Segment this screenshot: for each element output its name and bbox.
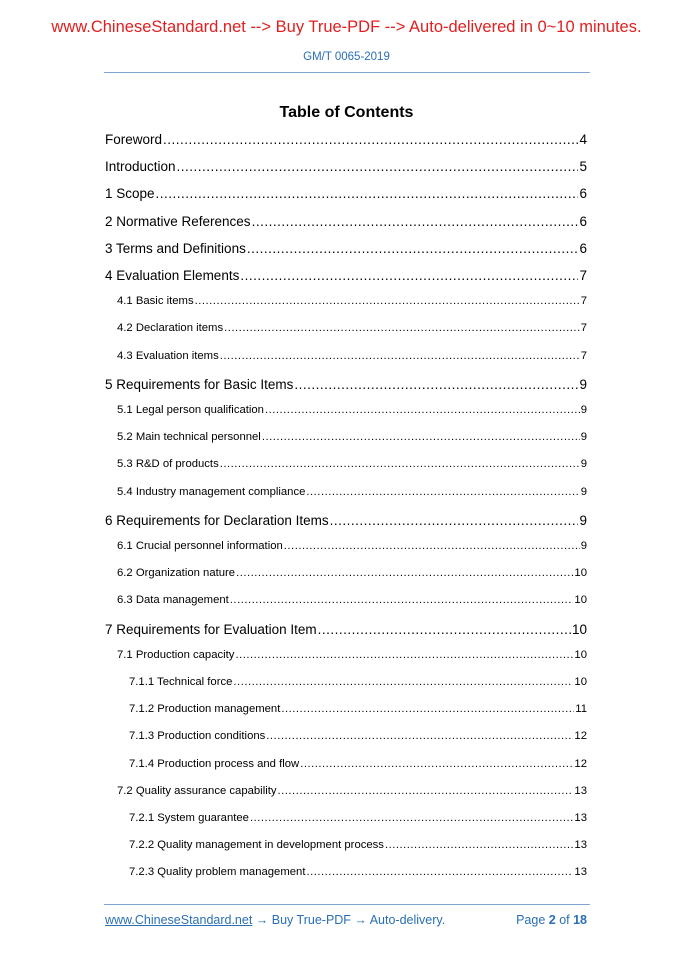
toc-leader-dots xyxy=(250,812,573,824)
toc-entry[interactable] xyxy=(105,159,587,174)
footer-divider xyxy=(104,904,590,905)
toc-entry-page: 7 xyxy=(580,295,587,308)
toc-entry[interactable] xyxy=(129,866,587,878)
toc-entry-page: 9 xyxy=(580,485,587,498)
toc-entry-page: 9 xyxy=(579,512,587,528)
toc-entry-page: 13 xyxy=(574,784,587,797)
toc-entry-label: 6 Requirements for Declaration Items xyxy=(105,512,329,528)
toc-entry-label: 5.3 R&D of products xyxy=(117,458,219,471)
toc-entry-page: 10 xyxy=(574,676,587,688)
toc-leader-dots xyxy=(306,486,579,498)
toc-leader-dots xyxy=(247,241,579,256)
toc-entry[interactable] xyxy=(105,186,587,201)
footer-text: → Buy True-PDF → Auto-delivery. xyxy=(252,913,446,927)
page-indicator xyxy=(516,913,587,927)
toc-entry-page: 11 xyxy=(575,703,587,716)
toc-leader-dots xyxy=(278,785,574,797)
toc-leader-dots xyxy=(224,322,580,334)
toc-entry-label: 5.4 Industry management compliance xyxy=(117,485,306,498)
toc-leader-dots xyxy=(220,458,580,470)
toc-entry-page: 7 xyxy=(580,349,587,362)
toc-entry[interactable] xyxy=(117,594,587,606)
toc-entry-label: 7.2.2 Quality management in development process xyxy=(129,839,384,852)
toc-entry-label: 7.2.1 System guarantee xyxy=(129,812,249,824)
toc-title: Table of Contents xyxy=(279,104,414,121)
toc-entry-page: 13 xyxy=(574,866,587,879)
toc-leader-dots xyxy=(252,214,579,229)
toc-leader-dots xyxy=(330,513,579,528)
toc-entry[interactable] xyxy=(129,676,587,688)
standard-number: GM/T 0065-2019 xyxy=(303,51,390,63)
toc-entry-label: 5.2 Main technical personnel xyxy=(117,431,261,444)
toc-entry-label: 5.1 Legal person qualification xyxy=(117,404,264,416)
page-footer xyxy=(105,913,587,927)
toc-leader-dots xyxy=(236,567,573,579)
toc-entry-label: 7.2.3 Quality problem management xyxy=(129,866,306,879)
toc-leader-dots xyxy=(281,703,574,715)
toc-entry-page: 6 xyxy=(579,186,587,202)
toc-entry[interactable] xyxy=(117,431,587,443)
toc-entry-page: 9 xyxy=(580,404,587,416)
toc-entry[interactable] xyxy=(129,730,587,742)
toc-entry-label: 7.1.1 Technical force xyxy=(129,676,233,688)
toc-entry-page: 7 xyxy=(579,268,587,283)
toc-entry-label: 7 Requirements for Evaluation Item xyxy=(105,621,317,637)
toc-leader-dots xyxy=(163,132,578,147)
toc-entry-label: 3 Terms and Definitions xyxy=(105,240,246,256)
toc-leader-dots xyxy=(318,622,571,637)
toc-entry[interactable] xyxy=(117,540,587,552)
toc-entry[interactable] xyxy=(129,758,587,770)
toc-entry[interactable] xyxy=(117,649,587,661)
toc-entry-label: 7.1.4 Production process and flow xyxy=(129,757,300,770)
toc-entry-label: 6.1 Crucial personnel information xyxy=(117,540,283,552)
toc-entry-label: 7.2 Quality assurance capability xyxy=(117,784,277,797)
footer-site-link[interactable]: www.ChineseStandard.net xyxy=(105,913,253,927)
page-current: 2 xyxy=(548,913,556,927)
toc-leader-dots xyxy=(306,866,573,878)
toc-entry[interactable] xyxy=(117,486,587,498)
toc-entry-label: 4 Evaluation Elements xyxy=(105,268,240,283)
toc-entry[interactable] xyxy=(105,622,587,637)
toc-leader-dots xyxy=(385,839,573,851)
toc-entry[interactable] xyxy=(105,241,587,256)
toc-entry-page: 10 xyxy=(574,567,587,580)
toc-leader-dots xyxy=(240,268,578,283)
toc-leader-dots xyxy=(195,295,580,307)
header-divider xyxy=(104,72,590,73)
page-of: of xyxy=(555,913,574,927)
toc-entry-label: Introduction xyxy=(105,159,176,175)
toc-entry-page: 6 xyxy=(579,213,587,229)
toc-entry-page: 9 xyxy=(579,376,587,392)
toc-entry-page: 12 xyxy=(574,757,587,770)
toc-entry-label: Foreword xyxy=(105,132,163,147)
toc-entry-label: 7.1.2 Production management xyxy=(129,703,281,716)
toc-entry-page: 6 xyxy=(579,240,587,256)
toc-entry-page: 10 xyxy=(574,594,587,607)
toc-entry[interactable] xyxy=(105,214,587,229)
page-total: 18 xyxy=(573,913,587,927)
toc-entry[interactable] xyxy=(117,295,587,307)
toc-entry-label: 7.1.3 Production conditions xyxy=(129,730,266,743)
toc-leader-dots xyxy=(230,594,574,606)
top-banner[interactable]: www.ChineseStandard.net --> Buy True-PDF --> Auto-delivered in 0~10 minutes. xyxy=(51,18,642,36)
toc-entry-page: 13 xyxy=(574,812,587,824)
toc-leader-dots xyxy=(177,159,579,174)
toc-leader-dots xyxy=(266,730,573,742)
toc-entry[interactable] xyxy=(105,268,587,283)
toc-entry-page: 5 xyxy=(579,159,587,175)
toc-entry[interactable] xyxy=(117,567,587,579)
toc-entry[interactable] xyxy=(105,377,587,392)
toc-entry-label: 7.1 Production capacity xyxy=(117,648,235,661)
toc-leader-dots xyxy=(235,649,573,661)
toc-entry-label: 4.2 Declaration items xyxy=(117,322,224,335)
toc-leader-dots xyxy=(294,377,578,392)
toc-leader-dots xyxy=(156,186,579,201)
toc-entry[interactable] xyxy=(129,812,587,824)
toc-leader-dots xyxy=(262,431,580,443)
page-label: Page xyxy=(516,913,549,927)
toc-entry-page: 10 xyxy=(571,621,587,637)
toc-entry-label: 2 Normative References xyxy=(105,213,251,229)
toc-entry[interactable] xyxy=(129,839,587,851)
toc-entry[interactable] xyxy=(117,350,587,362)
toc-entry[interactable] xyxy=(117,785,587,797)
toc-leader-dots xyxy=(284,540,580,552)
toc-entry-page: 9 xyxy=(580,458,587,471)
toc-entry-page: 7 xyxy=(580,322,587,335)
toc-entry[interactable] xyxy=(117,322,587,334)
toc-entry-label: 5 Requirements for Basic Items xyxy=(105,376,294,392)
toc-entry-label: 1 Scope xyxy=(105,186,155,202)
toc-entry[interactable] xyxy=(117,404,587,416)
toc-entry-label: 6.2 Organization nature xyxy=(117,567,236,580)
toc-entry-page: 10 xyxy=(574,648,587,661)
toc-entry-label: 4.3 Evaluation items xyxy=(117,349,219,362)
toc-entry-page: 13 xyxy=(574,839,587,852)
toc-entry-page: 9 xyxy=(580,431,587,444)
toc-entry-label: 4.1 Basic items xyxy=(117,295,194,308)
toc-entry-page: 9 xyxy=(580,540,587,552)
toc-entry-page: 4 xyxy=(579,132,587,147)
toc-leader-dots xyxy=(265,404,580,416)
toc-leader-dots xyxy=(220,350,580,362)
toc-entry[interactable] xyxy=(129,703,587,715)
toc-leader-dots xyxy=(300,758,573,770)
toc-entry[interactable] xyxy=(105,132,587,147)
toc-entry-label: 6.3 Data management xyxy=(117,594,229,607)
toc-entry[interactable] xyxy=(105,513,587,528)
toc-leader-dots xyxy=(233,676,573,688)
toc-entry[interactable] xyxy=(117,458,587,470)
toc-entry-page: 12 xyxy=(574,730,587,743)
